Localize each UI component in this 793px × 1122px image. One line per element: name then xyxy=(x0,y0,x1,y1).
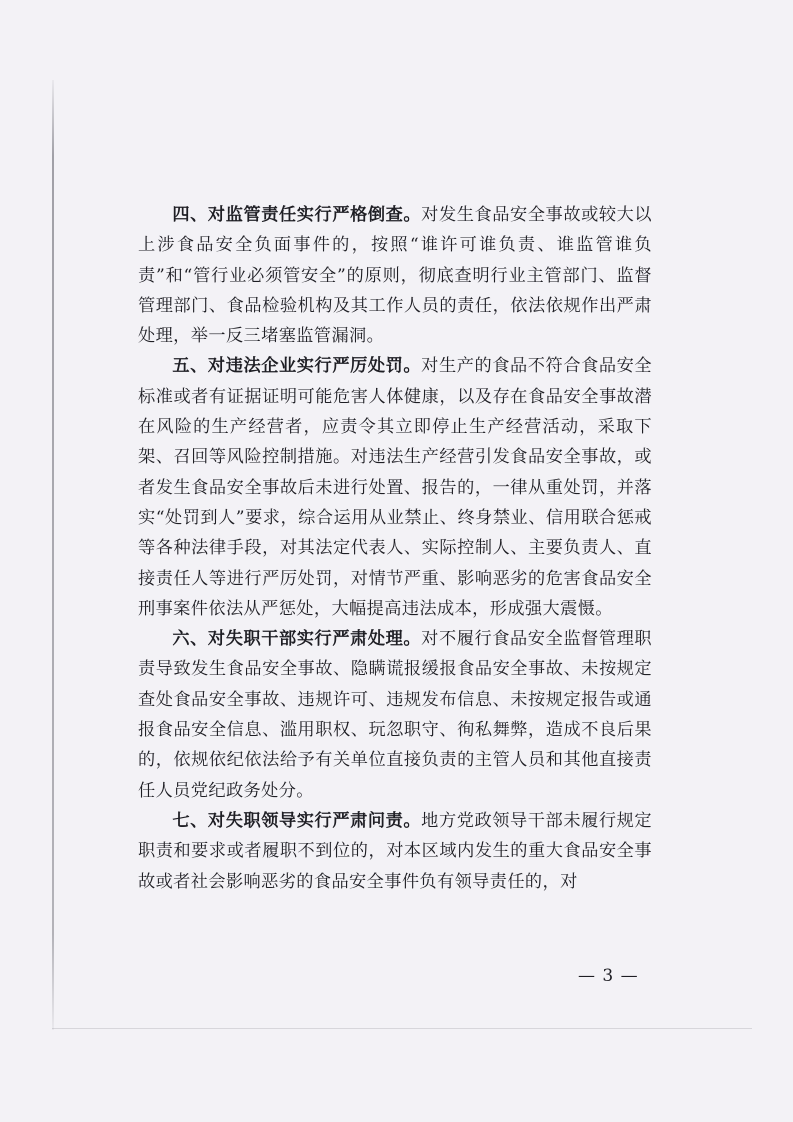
paragraph-4-body: 对发生食品安全事故或较大以上涉食品安全负面事件的，按照“谁许可谁负责、谁监管谁负责”和“管行业必须管安全”的原则，彻底查明行业主管部门、监督管理部门、食品检验机构及其工作人员的责任，依法依规作出严肃处理，举一反三堵塞监管漏洞。 xyxy=(138,205,652,347)
paragraph-6 xyxy=(138,624,652,806)
paragraph-6-heading: 六、对失职干部实行严肃处理。 xyxy=(172,629,422,650)
scan-bottom-edge xyxy=(52,1028,752,1029)
paragraph-5-body: 对生产的食品不符合食品安全标准或者有证据证明可能危害人体健康，以及存在食品安全事故潜在风险的生产经营者，应责令其立即停止生产经营活动，采取下架、召回等风险控制措施。对违法生产经营引发食品安全事故，或者发生食品安全事故后未进行处置、报告的，一律从重处罚，并落实“处罚到人”要求，综合运用从业禁止、终身禁业、信用联合惩戒等各种法律手段，对其法定代表人、实际控制人、主要负责人、直接责任人等进行严厉处罚，对情节严重、影响恶劣的危害食品安全刑事案件依法从严惩处，大幅提高违法成本，形成强大震慑。 xyxy=(138,356,652,619)
document-body xyxy=(138,200,652,897)
paragraph-4-heading: 四、对监管责任实行严格倒查。 xyxy=(172,205,422,225)
page-number: — 3 — xyxy=(578,966,639,986)
paragraph-5 xyxy=(138,351,652,624)
paragraph-7-heading: 七、对失职领导实行严肃问责。 xyxy=(172,810,422,831)
paragraph-7 xyxy=(138,806,652,897)
paragraph-4 xyxy=(138,200,652,351)
paragraph-6-body: 对不履行食品安全监督管理职责导致发生食品安全事故、隐瞒谎报缓报食品安全事故、未按规定查处食品安全事故、违规许可、违规发布信息、未按规定报告或通报食品安全信息、滥用职权、玩忽职守、徇私舞弊，造成不良后果的，依规依纪依法给予有关单位直接负责的主管人员和其他直接责任人员党纪政务处分。 xyxy=(138,629,652,801)
paragraph-5-heading: 五、对违法企业实行严厉处罚。 xyxy=(172,356,422,377)
scan-left-edge xyxy=(52,80,54,1030)
paragraph-7-body: 地方党政领导干部未履行规定职责和要求或者履职不到位的，对本区域内发生的重大食品安全事故或者社会影响恶劣的食品安全事件负有领导责任的，对 xyxy=(138,810,652,892)
